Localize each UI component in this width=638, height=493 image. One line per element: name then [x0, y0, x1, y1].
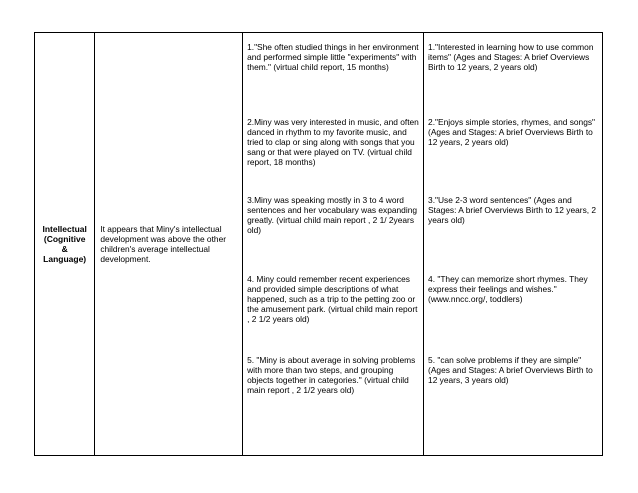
reference-item: 5. "can solve problems if they are simple" (Ages and Stages: A brief Overviews Birth to 12 years, 3 years old) [428, 355, 593, 385]
observations-list [243, 33, 423, 455]
observation-item: 5. "Miny is about average in solving problems with more than two steps, and grouping objects together in categories." (virtual child main report , 2 1/2 years old) [247, 355, 416, 395]
domain-label-line: (Cognitive [43, 234, 86, 244]
summary-cell [95, 33, 243, 456]
observation-item: 2.Miny was very interested in music, and often danced in rhythm to my favorite music, and tried to clap or sing along with songs that you sang or that were played on TV. (virtual child report, 18 months) [247, 117, 419, 167]
observation-item: 1."She often studied things in her environment and performed simple little "experiments" with them." (virtual child report, 15 months) [247, 42, 419, 72]
development-table [34, 32, 603, 456]
table-row [35, 33, 603, 456]
references-list [424, 33, 602, 455]
reference-item: 3."Use 2-3 word sentences" (Ages and Stages: A brief Overviews Birth to 12 years, 2 years old) [428, 195, 597, 225]
domain-cell [35, 33, 95, 456]
observation-item: 3.Miny was speaking mostly in 3 to 4 word sentences and her vocabulary was expanding greatly. (virtual child main report , 2 1/ 2years old) [247, 195, 418, 235]
observation-item: 4. Miny could remember recent experiences and provided simple descriptions of what happened, such as a trip to the petting zoo or the amusement park. (virtual child main report , 2 1/2 years old) [247, 274, 418, 324]
reference-item: 1."Interested in learning how to use common items" (Ages and Stages: A brief Overviews Birth to 12 years, 2 years old) [428, 42, 594, 72]
references-cell [424, 33, 603, 456]
reference-item: 4. "They can memorize short rhymes. They express their feelings and wishes." (www.nncc.org/, toddlers) [428, 274, 588, 304]
domain-label-line: Language) [43, 254, 87, 264]
domain-label-line: & [61, 244, 68, 254]
domain-label-line: Intellectual [42, 224, 87, 234]
summary-text: It appears that Miny's intellectual development was above the other children's average intellectual development. [100, 224, 227, 264]
reference-item: 2."Enjoys simple stories, rhymes, and songs" (Ages and Stages: A brief Overviews Birth to 12 years, 2 years old) [428, 117, 596, 147]
observations-cell [243, 33, 424, 456]
